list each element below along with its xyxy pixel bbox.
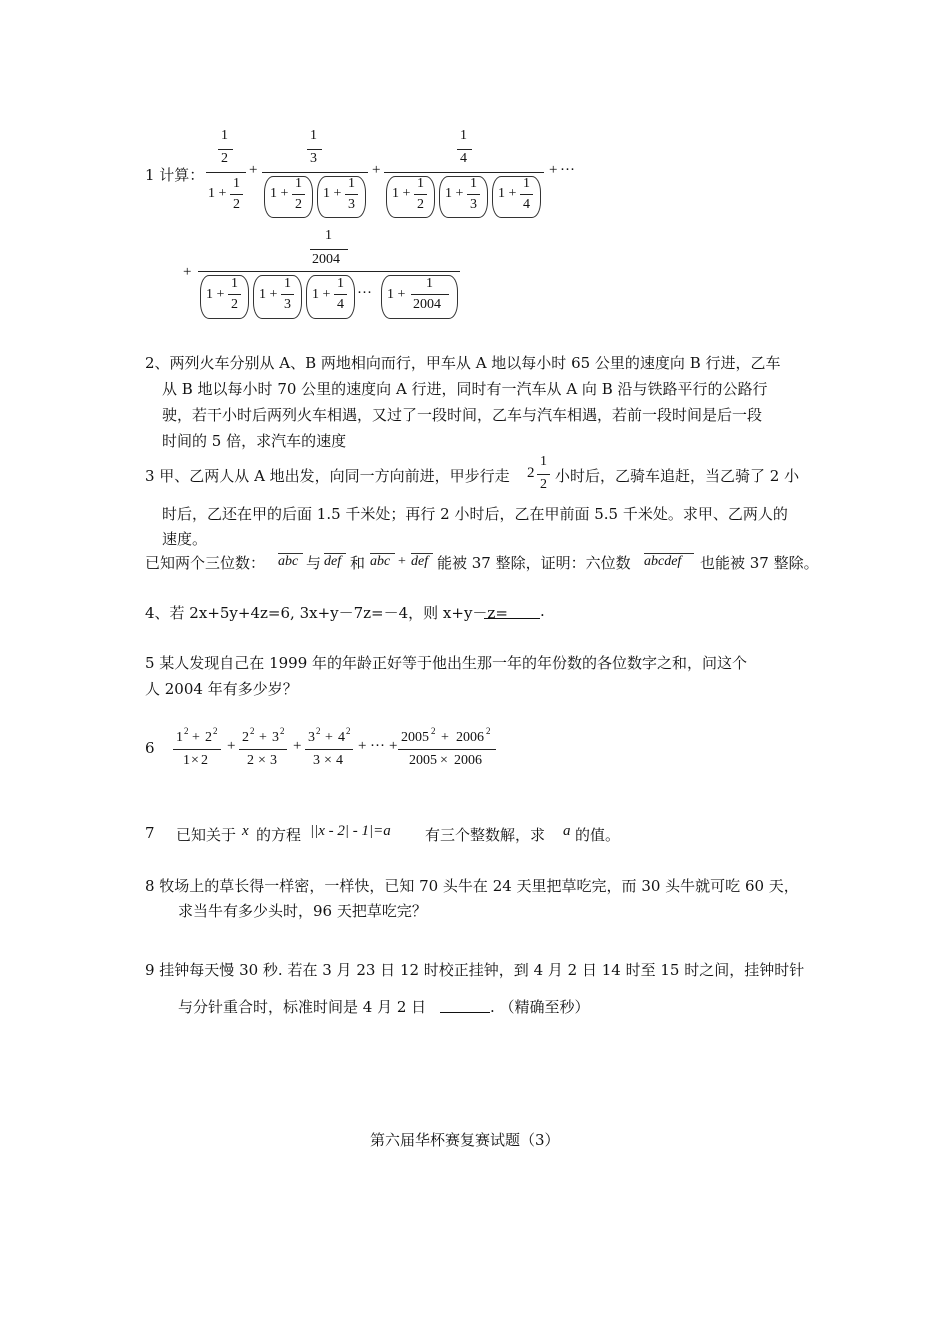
answer-blank[interactable] [484, 602, 540, 619]
fraction-bar [198, 271, 460, 272]
mixed-number-whole: 2 [527, 465, 535, 481]
overline-def: def [324, 554, 342, 569]
fraction-bar [305, 749, 353, 750]
fraction-bar [262, 172, 368, 173]
fraction-bar [239, 749, 287, 750]
answer-blank[interactable] [440, 996, 490, 1013]
fraction-bar [206, 172, 246, 173]
fraction-bar [384, 172, 544, 173]
fraction-bar [173, 749, 221, 750]
absolute-value-equation: ||x - 2| - 1|=a [310, 823, 391, 839]
page-footer-title: 第六届华杯赛复赛试题（3） [370, 1131, 560, 1149]
overline-abc: abc [278, 554, 299, 569]
overline-abcdef: abcdef [644, 554, 682, 569]
fraction-bar [398, 749, 496, 750]
problem-1-lead: 1 计算： [145, 166, 205, 184]
